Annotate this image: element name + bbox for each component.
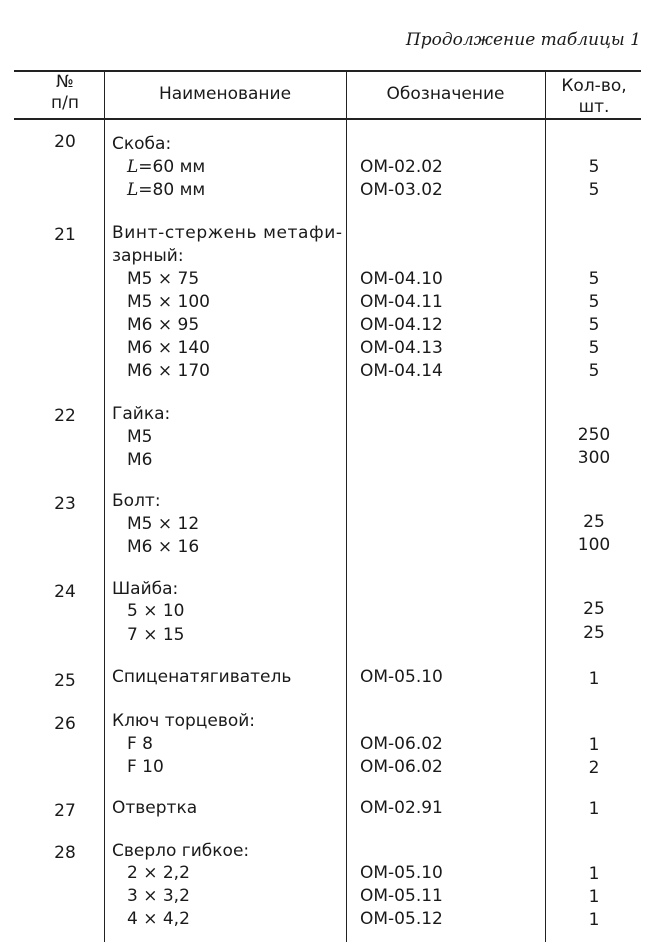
item-code: ОМ-04.10 bbox=[360, 269, 443, 289]
item-code: ОМ-05.10 bbox=[360, 863, 443, 883]
row-number: 25 bbox=[54, 671, 76, 691]
header-quantity bbox=[545, 76, 643, 118]
item-variant: М6 bbox=[127, 450, 153, 470]
item-variant: 2 × 2,2 bbox=[127, 863, 190, 883]
item-code: ОМ-05.11 bbox=[360, 886, 443, 906]
header-number-line2: п/п bbox=[51, 93, 79, 113]
item-variant: М6 × 16 bbox=[127, 537, 200, 557]
item-name: Шайба: bbox=[112, 579, 179, 599]
item-quantity: 1 bbox=[588, 735, 600, 755]
row-number: 22 bbox=[54, 406, 76, 426]
item-quantity: 1 bbox=[588, 864, 600, 884]
row-number: 24 bbox=[54, 582, 76, 602]
header-quantity-line2: шт. bbox=[578, 97, 610, 117]
item-quantity: 5 bbox=[588, 180, 600, 200]
item-quantity: 25 bbox=[583, 599, 605, 619]
row-number: 26 bbox=[54, 714, 76, 734]
row-number: 28 bbox=[54, 843, 76, 863]
table-header-rule bbox=[14, 118, 641, 120]
item-quantity: 5 bbox=[588, 315, 600, 335]
header-quantity-line1: Кол-во, bbox=[561, 76, 627, 96]
item-variant: 4 × 4,2 bbox=[127, 909, 190, 929]
item-variant: М6 × 95 bbox=[127, 315, 200, 335]
table-continuation-caption: Продолжение таблицы 1 bbox=[405, 30, 641, 50]
column-divider-2 bbox=[346, 70, 347, 942]
row-number: 20 bbox=[54, 132, 76, 152]
item-name: Ключ торцевой: bbox=[112, 711, 256, 731]
item-name: Сверло гибкое: bbox=[112, 841, 250, 861]
item-code: ОМ-05.12 bbox=[360, 909, 443, 929]
item-quantity: 250 bbox=[577, 425, 611, 445]
item-code: ОМ-06.02 bbox=[360, 757, 443, 777]
header-name: Наименование bbox=[158, 84, 292, 104]
item-code: ОМ-02.02 bbox=[360, 157, 443, 177]
item-code: ОМ-03.02 bbox=[360, 180, 443, 200]
header-number-line1: № bbox=[56, 72, 74, 92]
item-quantity: 1 bbox=[588, 910, 600, 930]
item-name: Скоба: bbox=[112, 134, 172, 154]
item-quantity: 100 bbox=[577, 535, 611, 555]
item-variant: 5 × 10 bbox=[127, 601, 185, 621]
item-variant: М5 × 12 bbox=[127, 514, 200, 534]
item-variant: М5 × 100 bbox=[127, 292, 210, 312]
row-number: 21 bbox=[54, 225, 76, 245]
item-variant: F 10 bbox=[127, 757, 164, 777]
item-code: ОМ-04.11 bbox=[360, 292, 443, 312]
variable-l: L bbox=[127, 157, 139, 177]
item-variant bbox=[127, 156, 205, 179]
item-code: ОМ-06.02 bbox=[360, 734, 443, 754]
variable-l: L bbox=[127, 180, 139, 200]
row-number: 27 bbox=[54, 801, 76, 821]
item-variant bbox=[127, 179, 205, 202]
item-quantity: 5 bbox=[588, 269, 600, 289]
item-quantity: 5 bbox=[588, 292, 600, 312]
header-code: Обозначение bbox=[386, 84, 505, 104]
item-quantity: 25 bbox=[583, 623, 605, 643]
item-variant: F 8 bbox=[127, 734, 153, 754]
item-quantity: 5 bbox=[588, 157, 600, 177]
column-divider-1 bbox=[104, 70, 105, 942]
item-variant: 7 × 15 bbox=[127, 625, 185, 645]
item-name: Болт: bbox=[112, 491, 161, 511]
item-variant: М5 bbox=[127, 427, 153, 447]
item-name-continued: зарный: bbox=[112, 246, 184, 266]
item-code: ОМ-05.10 bbox=[360, 667, 443, 687]
item-variant: М6 × 170 bbox=[127, 361, 210, 381]
item-code: ОМ-04.13 bbox=[360, 338, 443, 358]
item-quantity: 300 bbox=[577, 448, 611, 468]
item-quantity: 1 bbox=[588, 887, 600, 907]
header-number bbox=[40, 72, 90, 114]
item-variant: 3 × 3,2 bbox=[127, 886, 190, 906]
item-quantity: 25 bbox=[583, 512, 605, 532]
item-name: Винт-стержень метафи- bbox=[112, 223, 343, 243]
item-name: Отвертка bbox=[112, 798, 198, 818]
variant-size: =60 мм bbox=[138, 157, 206, 177]
item-variant: М6 × 140 bbox=[127, 338, 210, 358]
item-name: Гайка: bbox=[112, 404, 171, 424]
item-code: ОМ-04.14 bbox=[360, 361, 443, 381]
row-number: 23 bbox=[54, 494, 76, 514]
item-variant: М5 × 75 bbox=[127, 269, 200, 289]
item-quantity: 5 bbox=[588, 338, 600, 358]
table-top-rule bbox=[14, 70, 641, 72]
item-code: ОМ-04.12 bbox=[360, 315, 443, 335]
item-quantity: 2 bbox=[588, 758, 600, 778]
item-quantity: 5 bbox=[588, 361, 600, 381]
item-name: Спиценатягиватель bbox=[112, 667, 292, 687]
item-quantity: 1 bbox=[588, 799, 600, 819]
variant-size: =80 мм bbox=[138, 180, 206, 200]
item-quantity: 1 bbox=[588, 669, 600, 689]
item-code: ОМ-02.91 bbox=[360, 798, 443, 818]
